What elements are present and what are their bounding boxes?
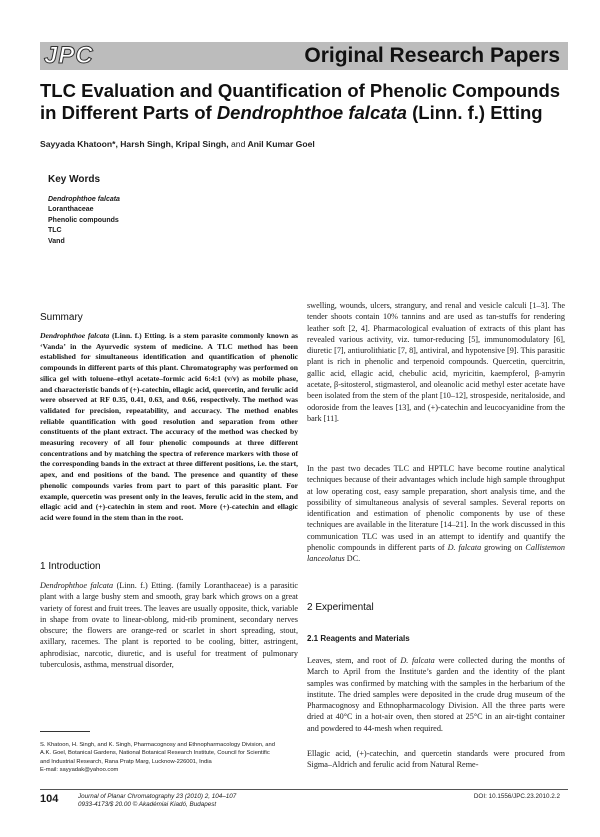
reagents-heading: 2.1 Reagents and Materials	[307, 634, 410, 643]
journal-logo: JPC	[44, 42, 94, 69]
title-text-end: (Linn. f.) Etting	[406, 102, 543, 123]
summary-heading: Summary	[40, 312, 83, 323]
para3-text-end: were collected during the months of March to April from the Institute’s garden and the identity of the plant samples was confirmed by matching with the samples in the herbarium of the institute. The dried samples were deposited in the crude drug museum of the Pharmacognosy and Ethnopharmacology Division. All the three parts were dried at 40°C in a hot-air oven, then stored at 25°C in an air-tight container and powdered to 44-mesh when required.	[307, 656, 566, 733]
title-line-1: TLC Evaluation and Quantification of Phenolic Compounds	[40, 80, 561, 101]
keyword-item: Loranthaceae	[48, 206, 94, 214]
keyword-item: Vand	[48, 237, 65, 245]
affiliation-footnote	[40, 741, 280, 775]
journal-line-1: Journal of Planar Chromatography 23 (2010) 2, 104–107	[78, 793, 237, 800]
keywords-list	[48, 195, 120, 247]
authors-and: and	[231, 139, 246, 149]
para2-text-mid: growing on	[481, 543, 526, 553]
keyword-item: Phenolic compounds	[48, 216, 119, 224]
para2-host-species: Callistemon lanceolatus	[307, 543, 565, 564]
article-title	[40, 80, 570, 124]
summary-body: (Linn. f.) Etting. is a stem parasite commonly known as ‘Vanda’ in the Ayurvedic system of medicine. A TLC method has been established for simultaneous identification and quantification of phenolic compounds in different parts of this plant. Chromatography was performed on silica gel with toluene–ethyl acetate–formic acid 6:4:1 (v/v) as mobile phase, and characteristic bands of (+)-catechin, ellagic acid, quercetin, and ferulic acid were observed at RF 0.35, 0.41, 0.63, and 0.66, respectively. The method was validated for precision, repeatability, and accuracy. The method enables reliable quantification with good resolution and separation from other constituents of the plant extract. The accuracy of the method was checked by measuring recovery of all four phenolic compounds at three different concentrations and by matching the spectra of reference markers with those of the corresponding bands in the extract at three different positions, i.e. the start, apex, and end positions of the band. The presence and quantity of these phenolic compounds varies from part to part of this parasitic plant. For example, quercetin was present only in the leaves, ferulic acid in the stem, and ellagic acid and (+)-catechin in stem and root. More (+)-catechin and ellagic acid were found in the stem than in the root.	[40, 331, 298, 522]
right-paragraph-2	[307, 463, 565, 565]
journal-line-2: 0933-4173/$ 20.00 © Akadémiai Kiadó, Budapest	[78, 801, 217, 808]
keyword-item: Dendrophthoe falcata	[48, 196, 120, 203]
footer-rule	[40, 789, 568, 790]
experimental-heading: 2 Experimental	[307, 602, 374, 613]
contact-email: E-mail: sayyadak@yahoo.com	[40, 767, 119, 774]
title-text: in Different Parts of	[40, 102, 217, 123]
page-number: 104	[40, 793, 59, 805]
right-paragraph-4: Ellagic acid, (+)-catechin, and quercetin standards were procured from Sigma–Aldrich and ferulic acid from Natural Reme-	[307, 749, 565, 770]
intro-body: (Linn. f.) Etting. (family Loranthaceae) is a parasitic plant with a large bushy stem and smooth, gray bark which grows on a great variety of forest and fruit trees. The leaves are usually opposite, thick, variable in shape from ovate to linear-oblong, mid-rib prominent, secondary nerves obscure; the flowers are orange-red or scarlet in short spreading, stout, axillary, racemes. The plant is reported to be cooling, bitter, astringent, aphrodisiac, narcotic, diuretic, and is useful for treatment of pulmonary tuberculosis, asthma, menstrual disorder,	[40, 581, 298, 670]
para2-text-end: DC.	[344, 554, 361, 564]
right-paragraph-1: swelling, wounds, ulcers, strangury, and renal and vesicle calculi [1–3]. The tender shoots contain 10% tannins and are used as tan-stuffs for rendering leather soft [2, 4]. Pharmacological evaluation of extracts of this plant has revealed various activity, viz. tumor-reducing [5], immunomodulatory [6], diuretic [7], antiurolithiatic [7, 8], antiviral, and hypotensive [9]. This parasitic plant is rich in phenolic and terpenoid compounds. Quercetin, quercitrin, gallic acid, ellagic acid, chebulic acid, myricitin, kaempferol, β-amyrin acetate, β-sitosterol, stigmasterol, and oleanolic acid methyl ester acetate have been isolated from the stem of the plant [10–12], strospeside, neritaloside, and odoroside from the leaves [13], and (+)-catechin and leucocyanidine from the bark [11].	[307, 301, 565, 423]
para2-text: In the past two decades TLC and HPTLC have become routine analytical techniques because of their advantages which include high sample throughput at low operating cost, easy sample preparation, short analysis time, and the possibility of simultaneous analysis of several samples. Several reports on identification and estimation of phenolic components by use of these techniques are available in the literature [14–21]. In the work discussed in this communication TLC was used in an attempt to identify and quantify the phenolic compounds in different parts of	[307, 464, 565, 553]
author-last: Anil Kumar Goel	[247, 139, 315, 149]
doi: DOI: 10.1556/JPC.23.2010.2.2	[473, 793, 560, 800]
introduction-heading: 1 Introduction	[40, 561, 101, 572]
right-paragraph-3	[307, 655, 565, 734]
para2-species: D. falcata	[447, 543, 482, 553]
section-banner-title: Original Research Papers	[304, 44, 560, 67]
keyword-item: TLC	[48, 227, 62, 235]
summary-species: Dendrophthoe falcata	[40, 331, 110, 340]
intro-species: Dendrophthoe falcata	[40, 581, 114, 590]
affiliation-text: S. Khatoon, H. Singh, and K. Singh, Pharmacognosy and Ethnopharmacology Division, and A.K. Goel, Botanical Gardens, National Botanical Research Institute, Council for Scientific and Industrial Research, Rana Pratp Marg, Lucknow-226001, India	[40, 742, 275, 765]
journal-citation	[78, 793, 236, 809]
summary-text	[40, 331, 298, 524]
authors: Sayyada Khatoon*, Harsh Singh, Kripal Singh,	[40, 139, 229, 149]
title-line-2	[40, 102, 570, 124]
author-list	[40, 139, 560, 149]
introduction-text	[40, 580, 298, 670]
keywords-heading: Key Words	[48, 174, 101, 185]
footnote-rule	[40, 731, 90, 732]
title-species: Dendrophthoe falcata	[216, 102, 407, 123]
para3-species: D. falcata	[400, 656, 435, 665]
summary-section	[40, 312, 298, 524]
para3-text: Leaves, stem, and root of	[307, 656, 401, 665]
